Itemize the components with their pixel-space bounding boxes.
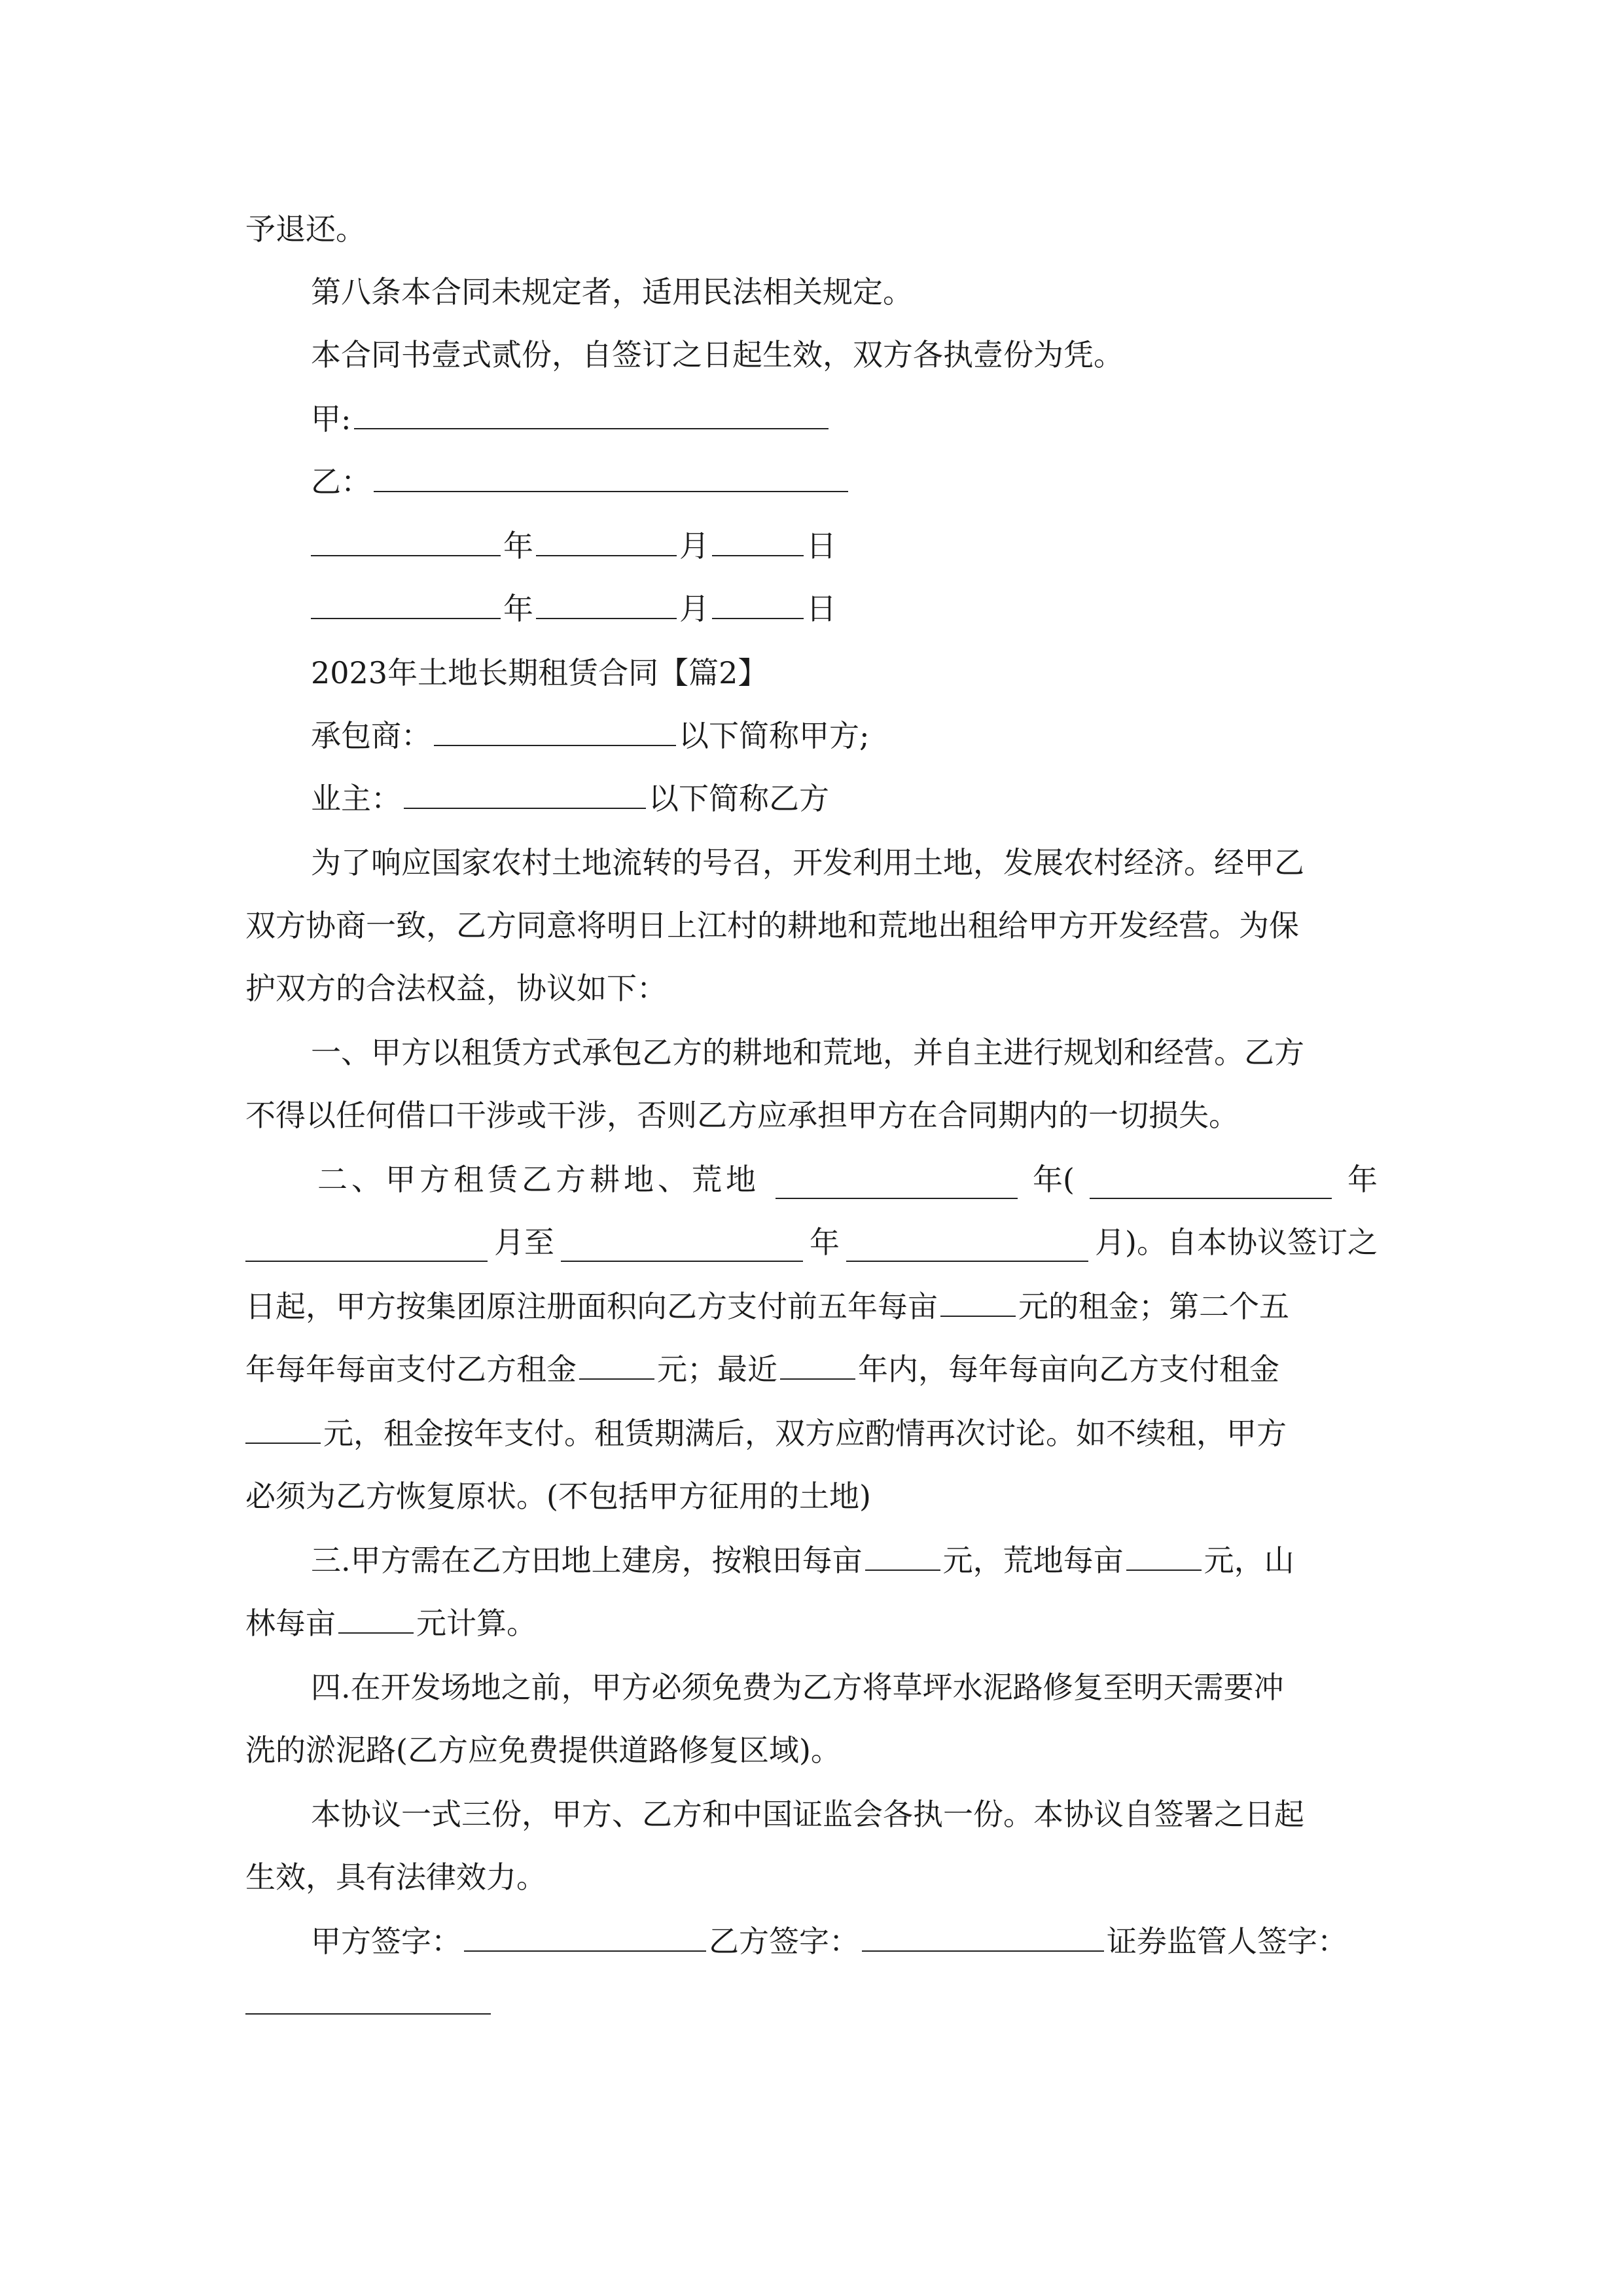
field-fee-blank xyxy=(865,1541,940,1571)
day-label: 日 xyxy=(806,591,836,626)
text: 年 xyxy=(810,1225,840,1260)
ending-line-2 xyxy=(245,1857,546,1897)
clause-2-line-3 xyxy=(245,1287,1289,1326)
owner-suffix: 以下简称乙方 xyxy=(649,781,829,816)
party-a-signature-label: 甲方签字： xyxy=(311,1924,461,1959)
intro-line-3 xyxy=(245,969,667,1008)
party-a-blank xyxy=(354,399,829,429)
party-b-signature-blank xyxy=(862,1922,1104,1952)
rent-blank-1 xyxy=(940,1287,1016,1317)
text: 第八条本合同未规定者，适用民法相关规定。 xyxy=(311,274,913,310)
party-a-line xyxy=(311,399,831,439)
clause-4-line-2 xyxy=(245,1731,841,1770)
start-year-blank xyxy=(1090,1169,1332,1199)
party-b-signature-label: 乙方签字： xyxy=(709,1924,859,1959)
text: 年内，每年每亩向乙方支付租金 xyxy=(858,1352,1279,1387)
contractor-label: 承包商： xyxy=(311,718,431,753)
party-b-blank xyxy=(374,462,848,492)
date-line-2 xyxy=(311,589,836,628)
year-label: 年 xyxy=(503,591,533,626)
contractor-blank xyxy=(434,716,676,746)
year-label: 年 xyxy=(503,528,533,564)
year-blank xyxy=(311,589,501,619)
paragraph-tail xyxy=(245,209,366,249)
text: 四.在开发场地之前，甲方必须免费为乙方将草坪水泥路修复至明天需要冲 xyxy=(311,1670,1284,1705)
text: 年 xyxy=(1347,1162,1378,1197)
text: 生效，具有法律效力。 xyxy=(245,1859,546,1895)
clause-3-line-1 xyxy=(311,1541,1294,1580)
contractor-suffix: 以下简称甲方; xyxy=(679,718,870,753)
day-blank xyxy=(712,526,804,556)
article-8 xyxy=(311,272,913,312)
clause-2-line-1 xyxy=(317,1160,1378,1199)
years-blank xyxy=(780,1350,855,1380)
regulator-signature-line xyxy=(245,1984,493,2024)
text: 元的租金；第二个五 xyxy=(1018,1289,1289,1324)
text: 一、甲方以租赁方式承包乙方的耕地和荒地，并自主进行规划和经营。乙方 xyxy=(311,1035,1304,1070)
party-b-line xyxy=(311,462,851,501)
clause-4-line-1 xyxy=(311,1668,1284,1707)
text: 三.甲方需在乙方田地上建房，按粮田每亩 xyxy=(311,1543,863,1578)
owner-line xyxy=(311,779,829,818)
text: 护双方的合法权益，协议如下： xyxy=(245,971,667,1006)
text: 日起，甲方按集团原注册面积向乙方支付前五年每亩 xyxy=(245,1289,938,1324)
text: 月)。自本协议签订之 xyxy=(1095,1225,1378,1260)
intro-line-1 xyxy=(311,843,1378,882)
rent-blank-3 xyxy=(245,1414,321,1444)
clause-2-line-4 xyxy=(245,1350,1279,1389)
text: 元；最近 xyxy=(657,1352,777,1387)
intro-line-2 xyxy=(245,906,1299,945)
text: 不得以任何借口干涉或干涉，否则乙方应承担甲方在合同期内的一切损失。 xyxy=(245,1098,1239,1133)
party-a-signature-blank xyxy=(464,1922,706,1952)
year-blank xyxy=(311,526,501,556)
end-year-blank xyxy=(561,1232,803,1262)
end-month-blank xyxy=(846,1232,1088,1262)
ending-line-1 xyxy=(311,1795,1304,1834)
month-blank xyxy=(536,589,677,619)
party-b-label: 乙： xyxy=(311,464,371,499)
signature-line xyxy=(311,1922,1347,1961)
text: 林每亩 xyxy=(245,1605,336,1641)
copies-clause xyxy=(311,335,1124,374)
text: 元，山 xyxy=(1204,1543,1294,1578)
text: 月至 xyxy=(494,1225,554,1260)
waste-fee-blank xyxy=(1126,1541,1202,1571)
clause-2-line-5 xyxy=(245,1414,1287,1453)
owner-label: 业主： xyxy=(311,781,401,816)
text: 年每年每亩支付乙方租金 xyxy=(245,1352,577,1387)
contractor-line xyxy=(311,716,870,755)
text: 本合同书壹式贰份，自签订之日起生效，双方各执壹份为凭。 xyxy=(311,337,1124,372)
text: 为了响应国家农村土地流转的号召，开发利用土地，发展农村经济。经甲乙 xyxy=(311,845,1304,880)
clause-2-line-2 xyxy=(245,1223,1378,1262)
text: 元，租金按年支付。租赁期满后，双方应酌情再次讨论。如不续租，甲方 xyxy=(323,1416,1287,1451)
regulator-signature-label: 证券监管人签字： xyxy=(1107,1924,1347,1959)
text: 予退还。 xyxy=(245,211,366,247)
day-label: 日 xyxy=(806,528,836,564)
clause-2-line-6 xyxy=(245,1477,871,1516)
text: 双方协商一致，乙方同意将明日上江村的耕地和荒地出租给甲方开发经营。为保 xyxy=(245,908,1299,943)
text: 二、甲方租赁乙方耕地、荒地 xyxy=(317,1162,760,1197)
text: 元计算。 xyxy=(416,1605,537,1641)
day-blank xyxy=(712,589,804,619)
date-line-1 xyxy=(311,526,836,565)
text: 元，荒地每亩 xyxy=(942,1543,1124,1578)
forest-fee-blank xyxy=(338,1604,414,1634)
lease-years-blank xyxy=(776,1169,1018,1199)
section-title xyxy=(311,653,768,692)
owner-blank xyxy=(404,779,646,809)
text: 必须为乙方恢复原状。(不包括甲方征用的土地) xyxy=(245,1479,871,1514)
clause-1-line-2 xyxy=(245,1096,1239,1135)
clause-1-line-1 xyxy=(311,1033,1304,1072)
month-label: 月 xyxy=(679,591,709,626)
start-month-blank xyxy=(245,1232,488,1262)
title-text: 2023年土地长期租赁合同【篇2】 xyxy=(311,655,768,691)
text: 年( xyxy=(1033,1162,1075,1197)
text: 本协议一式三份，甲方、乙方和中国证监会各执一份。本协议自签署之日起 xyxy=(311,1797,1304,1832)
clause-3-line-2 xyxy=(245,1604,537,1643)
text: 洗的淤泥路(乙方应免费提供道路修复区域)。 xyxy=(245,1732,841,1768)
party-a-label: 甲: xyxy=(311,401,351,437)
month-label: 月 xyxy=(679,528,709,564)
month-blank xyxy=(536,526,677,556)
rent-blank-2 xyxy=(579,1350,654,1380)
regulator-signature-blank xyxy=(245,1984,491,2015)
